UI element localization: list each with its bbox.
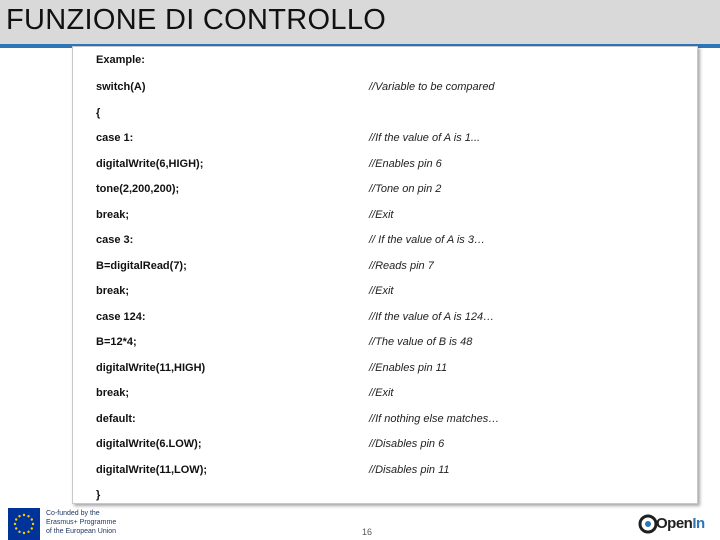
code-line <box>73 489 697 503</box>
slide-title: FUNZIONE DI CONTROLLO <box>6 4 387 36</box>
eu-star-icon <box>18 531 20 533</box>
code-comment: //Exit <box>369 208 394 221</box>
code-comment: //If the value of A is 124… <box>369 310 495 323</box>
code-line <box>73 311 697 325</box>
eu-star-icon <box>32 523 34 525</box>
code-line <box>73 285 697 299</box>
code-line <box>73 107 697 121</box>
code-line <box>73 413 697 427</box>
code-comment: //Variable to be compared <box>369 81 495 93</box>
code-statement: digitalWrite(11,HIGH) <box>96 361 206 374</box>
code-line <box>73 81 697 95</box>
code-statement: tone(2,200,200); <box>96 183 180 195</box>
code-comment: //Enables pin 11 <box>369 361 448 374</box>
eu-star-icon <box>15 527 17 529</box>
code-line <box>73 336 697 350</box>
code-statement: digitalWrite(6,HIGH); <box>96 157 204 170</box>
code-example-box <box>72 46 698 504</box>
code-statement: case 124: <box>96 310 146 323</box>
code-comment: //Disables pin 11 <box>369 463 450 476</box>
code-statement: digitalWrite(6.LOW); <box>96 438 202 450</box>
code-line <box>73 438 697 452</box>
code-comment: //Reads pin 7 <box>369 259 434 272</box>
code-line <box>73 362 697 376</box>
eu-funding-line-2: Erasmus+ Programme <box>46 519 117 526</box>
eu-star-icon <box>15 518 17 520</box>
slide-title-bar <box>0 0 720 48</box>
code-statement: break; <box>96 285 130 297</box>
eu-funding-line-1: Co-funded by the <box>46 510 100 517</box>
code-comment: // If the value of A is 3… <box>369 234 485 246</box>
code-line <box>73 132 697 146</box>
code-line <box>73 234 697 248</box>
code-line <box>73 464 697 478</box>
eu-star-icon <box>14 523 16 525</box>
code-line <box>73 387 697 401</box>
code-line <box>73 183 697 197</box>
code-comment: //Disables pin 6 <box>369 438 445 450</box>
page-number: 16 <box>362 527 373 537</box>
code-statement: { <box>96 106 101 119</box>
code-comment: //Tone on pin 2 <box>369 183 442 195</box>
code-comment: //If nothing else matches… <box>369 412 500 425</box>
code-comment: //The value of B is 48 <box>369 336 473 348</box>
brand-suffix: In <box>692 515 705 532</box>
code-comment: //If the value of A is 1... <box>369 132 481 144</box>
eu-star-icon <box>18 515 20 517</box>
eu-star-icon <box>23 514 25 516</box>
open-in-logo-text <box>656 515 705 532</box>
eu-star-icon <box>31 527 33 529</box>
code-comment: //Exit <box>369 387 394 399</box>
code-statement: } <box>96 489 101 501</box>
eu-star-icon <box>27 531 29 533</box>
example-label: Example: <box>96 54 145 66</box>
eu-star-icon <box>31 518 33 520</box>
code-statement: switch(A) <box>96 81 146 93</box>
open-in-logo-icon <box>638 514 658 534</box>
code-statement: digitalWrite(11,LOW); <box>96 463 208 476</box>
open-in-logo <box>638 514 710 536</box>
code-comment: //Enables pin 6 <box>369 157 442 170</box>
eu-funding-line-3: of the European Union <box>46 528 117 535</box>
code-statement: default: <box>96 412 136 425</box>
eu-star-icon <box>27 515 29 517</box>
brand-prefix: Open <box>656 515 693 532</box>
code-statement: case 3: <box>96 234 134 246</box>
code-line <box>73 158 697 172</box>
eu-funding-text <box>46 509 116 536</box>
eu-star-icon <box>23 532 25 534</box>
code-statement: B=digitalRead(7); <box>96 259 187 272</box>
code-line <box>73 209 697 223</box>
eu-flag-icon <box>8 508 40 540</box>
code-statement: break; <box>96 387 130 399</box>
code-statement: break; <box>96 208 130 221</box>
code-statement: B=12*4; <box>96 336 137 348</box>
code-line <box>73 260 697 274</box>
code-comment: //Exit <box>369 285 394 297</box>
code-statement: case 1: <box>96 132 134 144</box>
